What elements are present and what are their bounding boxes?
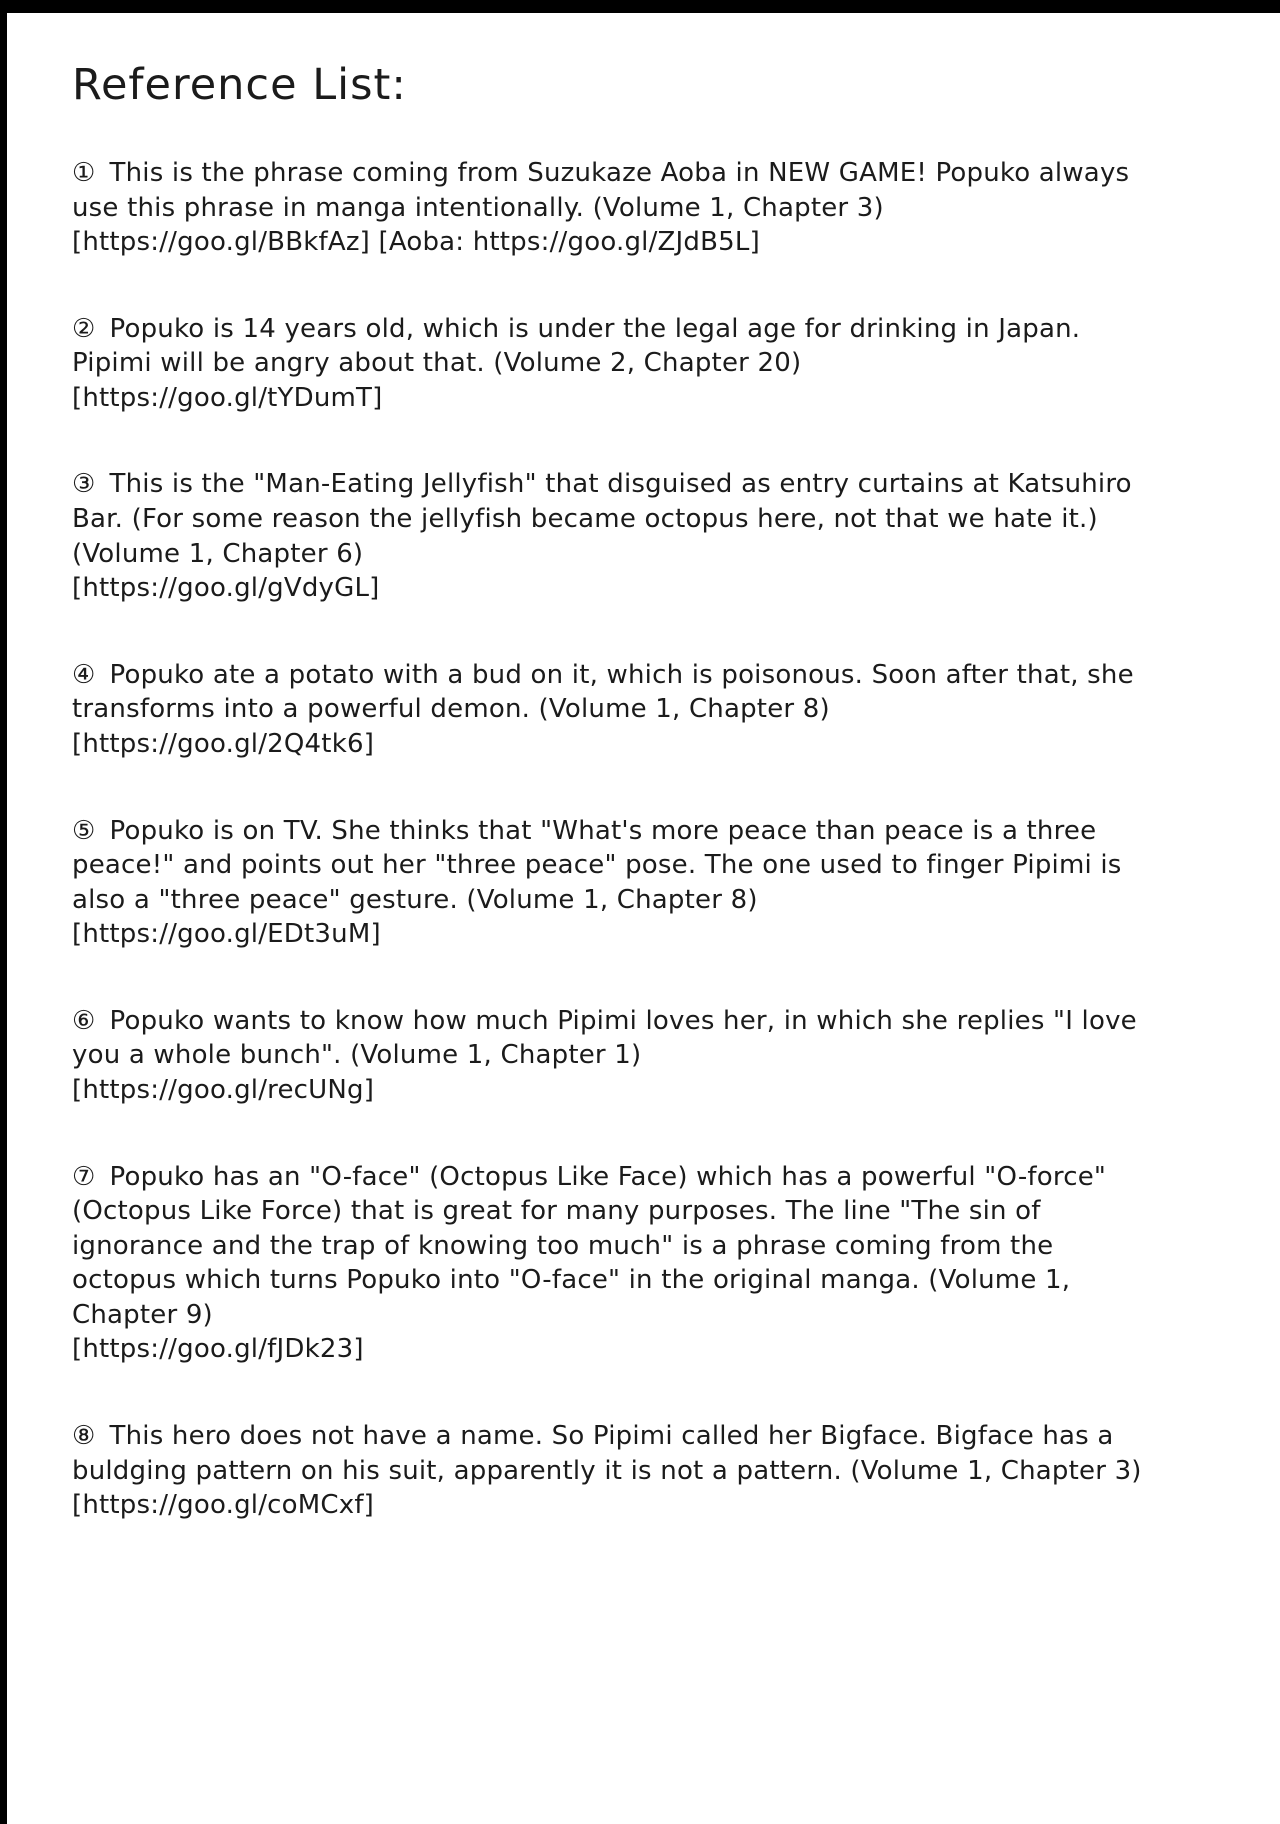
reference-item-5 [72, 814, 1145, 952]
item-number-2: ② [72, 313, 96, 344]
reference-text [72, 1004, 1145, 1073]
reference-item-6 [72, 1004, 1145, 1108]
item-number-6: ⑥ [72, 1005, 96, 1036]
reference-item-1 [72, 156, 1145, 260]
reference-body-2: Popuko is 14 years old, which is under the legal age for drinking in Japan. Pipimi will be angry about that. (Volume 2, Chapter 20) [72, 313, 1081, 379]
reference-url-1: [https://goo.gl/BBkfAz] [Aoba: https://goo.gl/ZJdB5L] [72, 227, 760, 258]
reference-item-3 [72, 467, 1145, 605]
reference-item-8 [72, 1419, 1145, 1523]
reference-text [72, 156, 1145, 225]
reference-url-5: [https://goo.gl/EDt3uM] [72, 919, 381, 950]
reference-text [72, 658, 1145, 727]
reference-url-2: [https://goo.gl/tYDumT] [72, 382, 383, 413]
reference-item-7 [72, 1160, 1145, 1367]
page-title: Reference List: [72, 60, 407, 110]
reference-list [72, 156, 1145, 1523]
reference-body-7: Popuko has an "O-face" (Octopus Like Face) which has a powerful "O-force" (Octopus Like Force) that is great for many purposes. The line "The sin of ignorance and the trap of knowing too much" is a phrase coming from the octopus which turns Popuko into "O-face" in the original manga. (Volume 1, Chapter 9) [72, 1161, 1107, 1330]
reference-text [72, 467, 1145, 571]
reference-item-4 [72, 658, 1145, 762]
reference-body-3: This is the "Man-Eating Jellyfish" that disguised as entry curtains at Katsuhiro Bar. (For some reason the jellyfish became octopus here, not that we hate it.) (Volume 1, Chapter 6) [72, 469, 1132, 569]
item-number-4: ④ [72, 659, 96, 690]
item-number-3: ③ [72, 469, 96, 500]
reference-body-1: This is the phrase coming from Suzukaze Aoba in NEW GAME! Popuko always use this phrase in manga intentionally. (Volume 1, Chapter 3) [72, 158, 1130, 223]
reference-text [72, 814, 1145, 918]
reference-item-2 [72, 312, 1145, 416]
item-number-8: ⑧ [72, 1421, 96, 1452]
reference-body-4: Popuko ate a potato with a bud on it, which is poisonous. Soon after that, she transforms into a powerful demon. (Volume 1, Chapter 8) [72, 659, 1134, 725]
reference-text [72, 1160, 1145, 1333]
reference-url-8: [https://goo.gl/coMCxf] [72, 1490, 375, 1521]
reference-url-7: [https://goo.gl/fJDk23] [72, 1334, 364, 1365]
item-number-7: ⑦ [72, 1161, 96, 1192]
reference-url-4: [https://goo.gl/2Q4tk6] [72, 728, 375, 759]
reference-url-3: [https://goo.gl/gVdyGL] [72, 573, 380, 604]
reference-text [72, 1419, 1145, 1488]
reference-body-8: This hero does not have a name. So Pipimi called her Bigface. Bigface has a buldging pattern on his suit, apparently it is not a pattern. (Volume 1, Chapter 3) [72, 1421, 1142, 1486]
item-number-1: ① [72, 158, 96, 188]
reference-url-6: [https://goo.gl/recUNg] [72, 1074, 375, 1105]
reference-body-5: Popuko is on TV. She thinks that "What's more peace than peace is a three peace!" and points out her "three peace" pose. The one used to finger Pipimi is also a "three peace" gesture. (Volume 1, Chapter 8) [72, 815, 1122, 915]
reference-text [72, 312, 1145, 381]
reference-body-6: Popuko wants to know how much Pipimi loves her, in which she replies "I love you a whole bunch". (Volume 1, Chapter 1) [72, 1005, 1137, 1071]
item-number-5: ⑤ [72, 815, 96, 846]
